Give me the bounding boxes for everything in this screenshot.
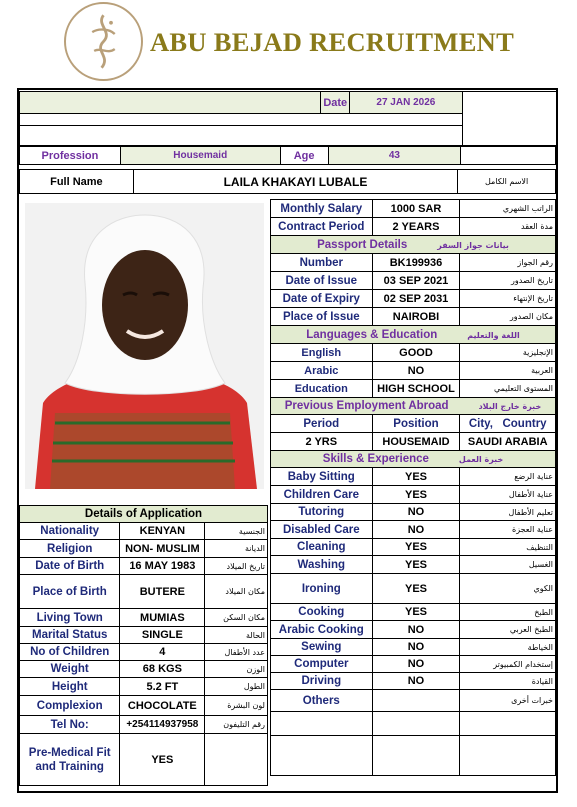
employment-row <box>271 433 556 451</box>
language-row <box>271 380 556 398</box>
skill-ar: الغسيل <box>460 556 556 574</box>
skill-label: Cooking <box>271 604 373 621</box>
employment-header: Position <box>372 415 460 433</box>
skill-row <box>271 521 556 539</box>
application-label: Height <box>20 678 120 696</box>
application-label: Tel No: <box>20 716 120 734</box>
application-value: BUTERE <box>120 575 205 609</box>
salary-value: 1000 SAR <box>372 200 460 218</box>
skill-value: NO <box>372 504 460 521</box>
skill-row <box>271 712 556 736</box>
employment-value: 2 YRS <box>271 433 373 451</box>
skill-label: Computer <box>271 656 373 673</box>
language-ar: المستوى التعليمي <box>460 380 556 398</box>
application-value: +254114937958 <box>120 716 205 734</box>
profession-label: Profession <box>20 147 121 165</box>
skill-label: Others <box>271 690 373 712</box>
skill-value: NO <box>372 639 460 656</box>
skill-ar: الخياطة <box>460 639 556 656</box>
fullname-label: Full Name <box>20 170 134 194</box>
skill-ar: الكوي <box>460 574 556 604</box>
table-cell <box>460 736 556 776</box>
skills-title <box>271 451 556 468</box>
skill-ar: إستخدام الكمبيوتر <box>460 656 556 673</box>
application-ar: الحالة <box>205 627 268 644</box>
employment-title-ar: خبرة خارج البلاد <box>478 402 542 411</box>
skill-ar: عناية الرضع <box>460 468 556 486</box>
application-row <box>20 734 268 786</box>
passport-label: Date of Expiry <box>271 290 373 308</box>
passport-ar: تاريخ الصدور <box>460 272 556 290</box>
employment-header <box>271 398 556 415</box>
application-ar: الطول <box>205 678 268 696</box>
application-row <box>20 661 268 678</box>
skill-ar: خبرات أخرى <box>460 690 556 712</box>
fullname-ar: الاسم الكامل <box>458 170 556 194</box>
right-table <box>270 199 556 776</box>
skill-row <box>271 504 556 521</box>
application-title: Details of Application <box>20 506 268 523</box>
application-row <box>20 575 268 609</box>
skill-value: NO <box>372 521 460 539</box>
application-label: Religion <box>20 540 120 558</box>
application-label: Place of Birth <box>20 575 120 609</box>
application-row <box>20 696 268 716</box>
application-value: CHOCOLATE <box>120 696 205 716</box>
skill-row <box>271 690 556 712</box>
application-row <box>20 558 268 575</box>
skill-label: Disabled Care <box>271 521 373 539</box>
passport-row <box>271 254 556 272</box>
skill-ar: تعليم الأطفال <box>460 504 556 521</box>
table-cell <box>372 712 460 736</box>
application-ar: الجنسية <box>205 523 268 540</box>
skill-ar: القيادة <box>460 673 556 690</box>
salary-label: Contract Period <box>271 218 373 236</box>
passport-ar: مكان الصدور <box>460 308 556 326</box>
language-ar: الإنجليزية <box>460 344 556 362</box>
skill-row <box>271 486 556 504</box>
fullname-value: LAILA KHAKAYI LUBALE <box>133 170 457 194</box>
passport-value: BK199936 <box>372 254 460 272</box>
brand-title: ABU BEJAD RECRUITMENT <box>150 27 515 57</box>
skill-row <box>271 468 556 486</box>
skill-label: Tutoring <box>271 504 373 521</box>
skill-row <box>271 539 556 556</box>
language-row <box>271 362 556 380</box>
salary-value: 2 YEARS <box>372 218 460 236</box>
employment-header: City, Country <box>460 415 556 433</box>
skill-label: Children Care <box>271 486 373 504</box>
table-cell <box>271 736 373 776</box>
skill-value: YES <box>372 604 460 621</box>
application-header <box>20 506 268 523</box>
application-row <box>20 716 268 734</box>
application-row <box>20 540 268 558</box>
application-ar: مكان السكن <box>205 609 268 627</box>
employment-headers <box>271 415 556 433</box>
application-value: 68 KGS <box>120 661 205 678</box>
passport-row <box>271 308 556 326</box>
employment-title <box>271 398 556 415</box>
skills-title-text: Skills & Experience <box>322 453 429 465</box>
passport-title-text: Passport Details <box>317 238 408 251</box>
top-table <box>19 91 556 146</box>
application-label: Marital Status <box>20 627 120 644</box>
candidate-photo <box>25 203 264 489</box>
application-row <box>20 627 268 644</box>
application-label: Living Town <box>20 609 120 627</box>
skill-value: YES <box>372 539 460 556</box>
application-ar: لون البشرة <box>205 696 268 716</box>
skill-ar: الطبخ العربي <box>460 621 556 639</box>
skill-value: YES <box>372 574 460 604</box>
application-value: YES <box>120 734 205 786</box>
languages-title <box>271 326 556 344</box>
date-label: Date <box>321 92 350 114</box>
application-row <box>20 523 268 540</box>
skill-value: NO <box>372 673 460 690</box>
application-value: KENYAN <box>120 523 205 540</box>
application-ar: رقم التليفون <box>205 716 268 734</box>
skill-ar: التنظيف <box>460 539 556 556</box>
salary-row <box>271 200 556 218</box>
application-ar <box>205 734 268 786</box>
application-value: 4 <box>120 644 205 661</box>
skill-row <box>271 673 556 690</box>
skill-label: Cleaning <box>271 539 373 556</box>
passport-ar: تاريخ الإنتهاء <box>460 290 556 308</box>
application-table <box>19 505 268 786</box>
language-label: English <box>271 344 373 362</box>
application-label: No of Children <box>20 644 120 661</box>
salary-row <box>271 218 556 236</box>
table-cell <box>271 712 373 736</box>
skill-label: Sewing <box>271 639 373 656</box>
passport-label: Date of Issue <box>271 272 373 290</box>
language-label: Education <box>271 380 373 398</box>
date-value: 27 JAN 2026 <box>350 92 462 114</box>
passport-title <box>271 236 556 254</box>
salary-ar: مدة العقد <box>460 218 556 236</box>
skill-label: Ironing <box>271 574 373 604</box>
application-row <box>20 609 268 627</box>
skill-row <box>271 604 556 621</box>
skill-value: NO <box>372 656 460 673</box>
language-label: Arabic <box>271 362 373 380</box>
skill-row <box>271 556 556 574</box>
employment-header: Period <box>271 415 373 433</box>
language-row <box>271 344 556 362</box>
language-value: GOOD <box>372 344 460 362</box>
application-label: Complexion <box>20 696 120 716</box>
application-value: NON- MUSLIM <box>120 540 205 558</box>
application-row <box>20 644 268 661</box>
passport-ar: رقم الجواز <box>460 254 556 272</box>
skill-label: Washing <box>271 556 373 574</box>
skill-label: Driving <box>271 673 373 690</box>
application-label: Nationality <box>20 523 120 540</box>
skill-value: YES <box>372 556 460 574</box>
skill-row <box>271 736 556 776</box>
skill-ar: عناية العجزة <box>460 521 556 539</box>
languages-title-text: Languages & Education <box>306 328 438 341</box>
skill-value <box>372 690 460 712</box>
skill-row <box>271 574 556 604</box>
application-ar: عدد الأطفال <box>205 644 268 661</box>
table-cell <box>460 712 556 736</box>
skill-label: Baby Sitting <box>271 468 373 486</box>
passport-value: 02 SEP 2031 <box>372 290 460 308</box>
passport-label: Place of Issue <box>271 308 373 326</box>
passport-row <box>271 290 556 308</box>
page-header <box>0 0 577 85</box>
passport-row <box>271 272 556 290</box>
application-ar: الوزن <box>205 661 268 678</box>
skill-value: YES <box>372 468 460 486</box>
application-value: SINGLE <box>120 627 205 644</box>
salary-ar: الراتب الشهري <box>460 200 556 218</box>
skill-row <box>271 656 556 673</box>
profession-value: Housemaid <box>120 147 280 165</box>
application-row <box>20 678 268 696</box>
language-value: NO <box>372 362 460 380</box>
salary-label: Monthly Salary <box>271 200 373 218</box>
application-label: Pre-Medical Fit and Training <box>20 734 120 786</box>
passport-value: 03 SEP 2021 <box>372 272 460 290</box>
application-ar: تاريخ الميلاد <box>205 558 268 575</box>
employment-title-text: Previous Employment Abroad <box>284 400 449 412</box>
passport-title-ar: بيانات جواز السفر <box>437 240 509 250</box>
passport-header <box>271 236 556 254</box>
passport-label: Number <box>271 254 373 272</box>
languages-header <box>271 326 556 344</box>
language-value: HIGH SCHOOL <box>372 380 460 398</box>
language-ar: العربية <box>460 362 556 380</box>
skills-header <box>271 451 556 468</box>
application-ar: مكان الميلاد <box>205 575 268 609</box>
employment-value: HOUSEMAID <box>372 433 460 451</box>
fullname-row <box>19 169 556 194</box>
application-value: 16 MAY 1983 <box>120 558 205 575</box>
application-ar: الديانة <box>205 540 268 558</box>
calligraphy-logo <box>64 2 143 81</box>
employment-value: SAUDI ARABIA <box>460 433 556 451</box>
application-value: 5.2 FT <box>120 678 205 696</box>
application-value: MUMIAS <box>120 609 205 627</box>
skill-row <box>271 639 556 656</box>
passport-value: NAIROBI <box>372 308 460 326</box>
skill-value: YES <box>372 486 460 504</box>
application-label: Weight <box>20 661 120 678</box>
skill-ar: عناية الأطفال <box>460 486 556 504</box>
skill-row <box>271 621 556 639</box>
age-label: Age <box>280 147 328 165</box>
application-label: Date of Birth <box>20 558 120 575</box>
age-value: 43 <box>328 147 461 165</box>
skill-value: NO <box>372 621 460 639</box>
skill-label: Arabic Cooking <box>271 621 373 639</box>
table-cell <box>372 736 460 776</box>
skills-title-ar: خبرة العمل <box>458 455 504 464</box>
languages-title-ar: اللغة والتعليم <box>467 330 520 340</box>
profession-row <box>19 146 556 165</box>
skill-ar: الطبخ <box>460 604 556 621</box>
